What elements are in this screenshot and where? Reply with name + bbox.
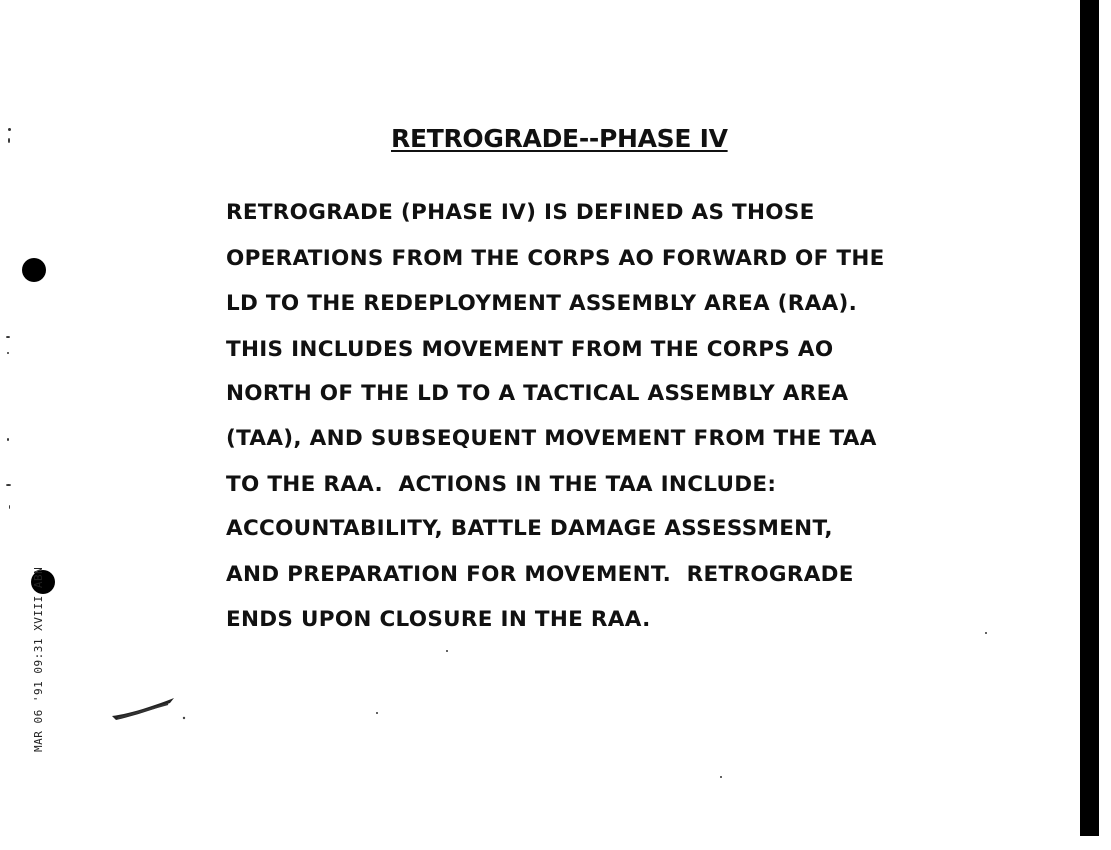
- scribble-mark: [108, 694, 188, 724]
- scan-speck: [8, 128, 11, 131]
- body-line-3: LD TO THE REDEPLOYMENT ASSEMBLY AREA (RAA).: [226, 291, 858, 316]
- scan-speck: [7, 438, 9, 441]
- body-line-8: ACCOUNTABILITY, BATTLE DAMAGE ASSESSMENT,: [226, 516, 833, 541]
- body-line-9: AND PREPARATION FOR MOVEMENT. RETROGRADE: [226, 562, 854, 587]
- scan-speck: [6, 336, 10, 338]
- body-line-1: RETROGRADE (PHASE IV) IS DEFINED AS THOSE: [226, 200, 815, 225]
- body-line-7: TO THE RAA. ACTIONS IN THE TAA INCLUDE:: [226, 472, 777, 497]
- scan-speck: [6, 484, 11, 486]
- scan-speck: [985, 632, 987, 634]
- scan-speck: [446, 650, 448, 652]
- body-line-4: THIS INCLUDES MOVEMENT FROM THE CORPS AO: [226, 337, 834, 362]
- body-line-5: NORTH OF THE LD TO A TACTICAL ASSEMBLY AREA: [226, 381, 849, 406]
- punch-hole-top: [22, 258, 46, 282]
- scan-edge-bar: [1080, 0, 1099, 836]
- scan-speck: [8, 138, 10, 143]
- body-line-2: OPERATIONS FROM THE CORPS AO FORWARD OF THE: [226, 246, 885, 271]
- body-line-6: (TAA), AND SUBSEQUENT MOVEMENT FROM THE TAA: [226, 426, 877, 451]
- scan-speck: [7, 352, 9, 354]
- page-title: RETROGRADE--PHASE IV: [391, 124, 728, 153]
- fax-header: MAR 06 '91 09:31 XVIII ABN: [32, 566, 45, 752]
- scan-speck: [376, 712, 378, 714]
- scan-speck: [720, 776, 722, 778]
- body-line-10: ENDS UPON CLOSURE IN THE RAA.: [226, 607, 651, 632]
- scan-speck: [9, 505, 10, 509]
